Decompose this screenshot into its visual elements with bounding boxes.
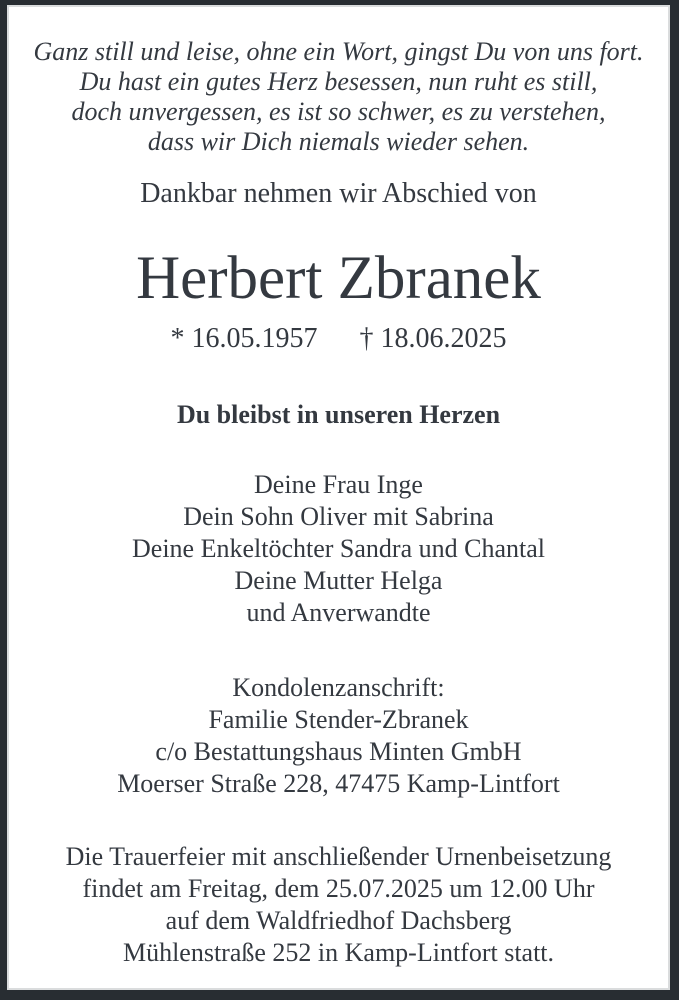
poem-line: doch unvergessen, es ist so schwer, es zu verstehen,: [71, 97, 606, 126]
funeral-line: auf dem Waldfriedhof Dachsberg: [165, 906, 512, 935]
condolence-line: Familie Stender-Zbranek: [208, 705, 469, 734]
poem-line: dass wir Dich niemals wieder sehen.: [147, 127, 530, 156]
mourner-line: Deine Mutter Helga: [234, 566, 443, 595]
deceased-name: Herbert Zbranek: [136, 245, 541, 312]
memorial-poem: [7, 37, 670, 157]
funeral-line: findet am Freitag, dem 25.07.2025 um 12.00 Uhr: [82, 874, 595, 903]
mourner-line: Deine Frau Inge: [254, 470, 423, 499]
life-dates: [7, 323, 670, 355]
mourners-list: [7, 469, 670, 629]
poem-line: Ganz still und leise, ohne ein Wort, gingst Du von uns fort.: [33, 37, 644, 66]
birth-date: * 16.05.1957: [170, 323, 318, 354]
condolence-line: c/o Bestattungshaus Minten GmbH: [155, 737, 522, 766]
funeral-line: Die Trauerfeier mit anschließender Urnenbeisetzung: [65, 842, 612, 871]
poem-line: Du hast ein gutes Herz besessen, nun ruht es still,: [79, 67, 598, 96]
mourner-line: Dein Sohn Oliver mit Sabrina: [183, 502, 494, 531]
mourner-line: und Anverwandte: [246, 598, 431, 627]
condolence-line: Moerser Straße 228, 47475 Kamp-Lintfort: [117, 769, 560, 798]
death-date: † 18.06.2025: [359, 323, 507, 354]
mourner-line: Deine Enkeltöchter Sandra und Chantal: [132, 534, 545, 563]
condolence-line: Kondolenzanschrift:: [232, 673, 445, 702]
condolence-address: [7, 672, 670, 800]
motto: Du bleibst in unseren Herzen: [176, 400, 501, 429]
farewell-intro: Dankbar nehmen wir Abschied von: [140, 178, 537, 209]
funeral-line: Mühlenstraße 252 in Kamp-Lintfort statt.: [122, 938, 555, 967]
funeral-info: [7, 841, 670, 969]
